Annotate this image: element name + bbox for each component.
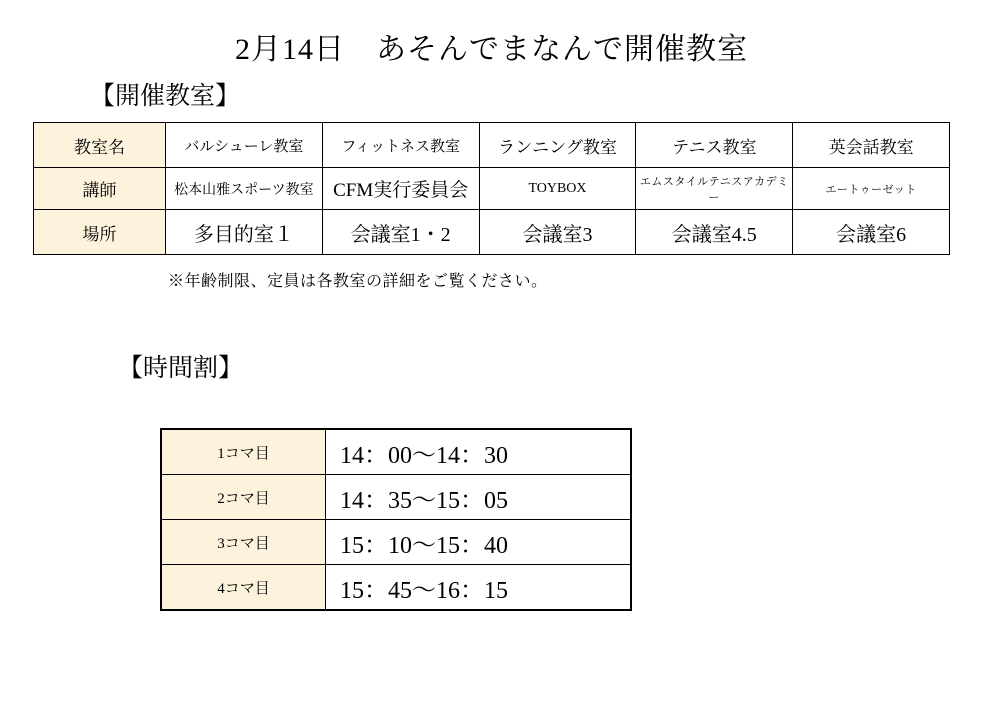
timetable-slot-time: 14：00〜14：30 <box>326 429 632 475</box>
timetable-section-heading: 【時間割】 <box>118 355 244 382</box>
table-row <box>34 123 950 168</box>
class-place-cell: 会議室4.5 <box>636 210 793 255</box>
class-place-cell: 会議室6 <box>793 210 950 255</box>
class-teacher-cell: エートゥーゼット <box>793 168 950 210</box>
timetable-slot-label: 1コマ目 <box>161 429 326 475</box>
table-row <box>34 210 950 255</box>
page-title: 2月14日 あそんでまなんで開催教室 <box>235 33 748 66</box>
row-header-teacher: 講師 <box>34 168 166 210</box>
table-row <box>161 520 631 565</box>
table-row <box>161 429 631 475</box>
table-row <box>161 475 631 520</box>
class-name-cell: ランニング教室 <box>479 123 636 168</box>
class-teacher-cell: エムスタイルテニスアカデミー <box>636 168 793 210</box>
class-place-cell: 多目的室１ <box>166 210 323 255</box>
class-teacher-cell: 松本山雅スポーツ教室 <box>166 168 323 210</box>
timetable-slot-label: 4コマ目 <box>161 565 326 611</box>
timetable-slot-time: 15：45〜16：15 <box>326 565 632 611</box>
class-teacher-cell: TOYBOX <box>479 168 636 210</box>
class-name-cell: フィットネス教室 <box>322 123 479 168</box>
row-header-place: 場所 <box>34 210 166 255</box>
row-header-name: 教室名 <box>34 123 166 168</box>
table-row <box>34 168 950 210</box>
timetable <box>160 428 632 611</box>
class-place-cell: 会議室3 <box>479 210 636 255</box>
classes-table <box>33 122 950 255</box>
table-row <box>161 565 631 611</box>
class-place-cell: 会議室1・2 <box>322 210 479 255</box>
timetable-slot-time: 15：10〜15：40 <box>326 520 632 565</box>
timetable-slot-label: 3コマ目 <box>161 520 326 565</box>
class-name-cell: 英会話教室 <box>793 123 950 168</box>
classes-section-heading: 【開催教室】 <box>90 83 241 110</box>
classes-note: ※年齢制限、定員は各教室の詳細をご覧ください。 <box>168 273 548 290</box>
class-name-cell: テニス教室 <box>636 123 793 168</box>
timetable-slot-time: 14：35〜15：05 <box>326 475 632 520</box>
timetable-slot-label: 2コマ目 <box>161 475 326 520</box>
class-teacher-cell: CFM実行委員会 <box>322 168 479 210</box>
class-name-cell: バルシューレ教室 <box>166 123 323 168</box>
